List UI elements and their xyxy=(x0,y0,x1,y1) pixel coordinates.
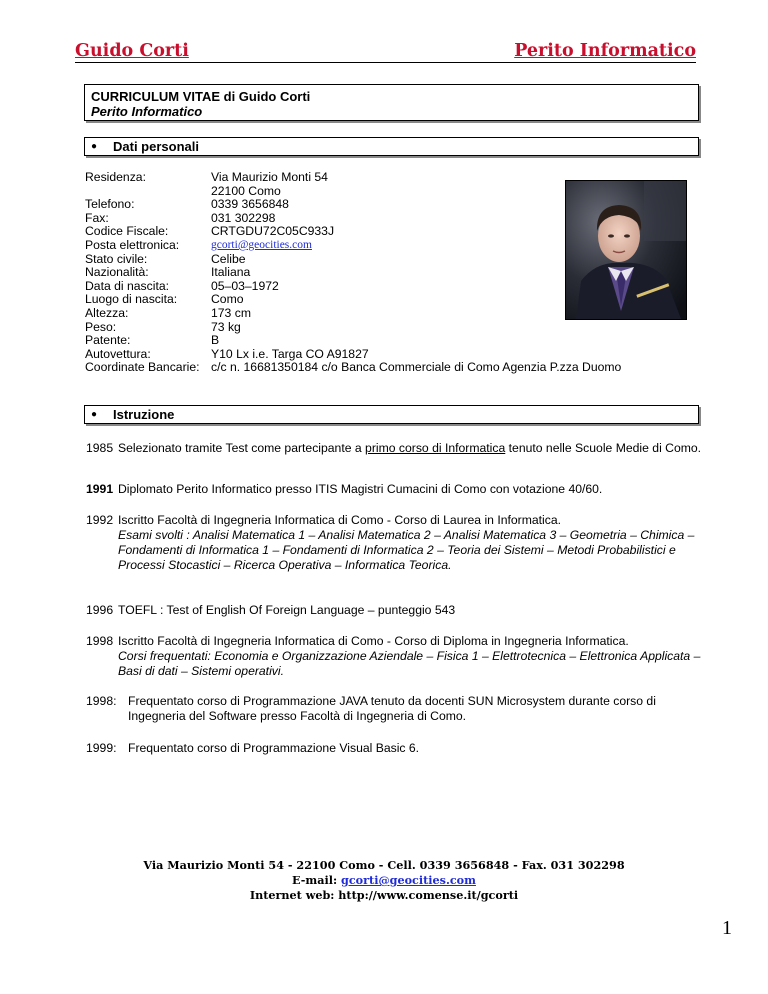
footer-email xyxy=(0,873,768,888)
field-value: 031 302298 xyxy=(211,210,276,225)
field-value: Y10 Lx i.e. Targa CO A91827 xyxy=(211,346,369,361)
entry-year: 1998: xyxy=(86,694,117,708)
field-label: Posta elettronica: xyxy=(85,237,180,252)
entry-text-part: tenuto nelle Scuole Medie di Como. xyxy=(505,441,702,455)
email-link[interactable]: gcorti@geocities.com xyxy=(211,238,312,251)
entry-text-part: Selezionato tramite Test come partecipante a xyxy=(118,441,366,455)
cv-title: CURRICULUM VITAE di Guido Corti xyxy=(91,89,311,104)
cv-subtitle: Perito Informatico xyxy=(91,104,203,119)
entry-text: Frequentato corso di Programmazione JAVA tenuto da docenti SUN Microsystem durante corso di Ingegneria del Software presso Facoltà di Ingegneria di Como. xyxy=(128,694,656,723)
field-value: CRTGDU72C05C933J xyxy=(211,224,335,239)
header-name: Guido Corti xyxy=(75,41,189,61)
entry-text xyxy=(118,634,706,679)
field-label: Peso: xyxy=(85,319,117,334)
field-label: Patente: xyxy=(85,333,131,348)
entry-text xyxy=(118,513,706,573)
field-label: Luogo di nascita: xyxy=(85,292,178,307)
footer-web: Internet web: http://www.comense.it/gcorti xyxy=(249,888,519,902)
field-value: 05–03–1972 xyxy=(211,278,279,293)
entry-year: 1991 xyxy=(86,482,114,496)
course-link[interactable]: primo corso di Informatica xyxy=(365,441,506,455)
entry-detail: Corsi frequentati: Economia e Organizzazione Aziendale – Fisica 1 – Elettrotecnica – Elettronica Applicata – Basi di dati – Sistemi operativi. xyxy=(118,649,701,678)
bullet-icon: ● xyxy=(91,141,98,152)
field-value: Celibe xyxy=(211,251,246,266)
section-header-education xyxy=(84,405,699,424)
field-label: Autovettura: xyxy=(85,346,151,361)
field-value: 73 kg xyxy=(211,319,241,334)
footer-email-link[interactable]: gcorti@geocities.com xyxy=(341,873,476,887)
field-label: Fax: xyxy=(85,210,109,225)
entry-year: 1985 xyxy=(86,441,114,455)
field-label: Data di nascita: xyxy=(85,278,170,293)
header-title: Perito Informatico xyxy=(514,41,696,61)
entry-text: Diplomato Perito Informatico presso ITIS Magistri Cumacini di Como con votazione 40/60. xyxy=(118,482,603,496)
section-header-personal xyxy=(84,137,699,156)
field-value: Italiana xyxy=(211,265,251,280)
entry-text xyxy=(118,441,706,456)
entry-year: 1999: xyxy=(86,741,117,755)
profile-photo xyxy=(565,180,687,320)
section-title: Istruzione xyxy=(113,407,175,422)
portrait-image xyxy=(566,181,686,319)
field-value: Via Maurizio Monti 54 xyxy=(211,170,328,184)
field-value: Como xyxy=(211,292,244,307)
footer-address: Via Maurizio Monti 54 - 22100 Como - Cell. 0339 3656848 - Fax. 031 302298 xyxy=(143,858,625,872)
field-value: c/c n. 16681350184 c/o Banca Commerciale di Como Agenzia P.zza Duomo xyxy=(211,360,622,375)
entry-year: 1992 xyxy=(86,513,114,527)
entry-year: 1996 xyxy=(86,603,114,617)
field-label: Residenza: xyxy=(85,170,146,184)
field-value: 173 cm xyxy=(211,305,251,320)
footer-email-label: E-mail: xyxy=(292,873,342,887)
field-label: Stato civile: xyxy=(85,251,148,266)
entry-year: 1998 xyxy=(86,634,114,648)
entry-main: Iscritto Facoltà di Ingegneria Informatica di Como - Corso di Diploma in Ingegneria Informatica. xyxy=(118,634,629,648)
field-label: Coordinate Bancarie: xyxy=(85,360,200,375)
entry-text: Frequentato corso di Programmazione Visual Basic 6. xyxy=(128,741,420,755)
cv-title-box xyxy=(84,84,699,121)
header-rule xyxy=(75,62,696,63)
field-label: Telefono: xyxy=(85,197,135,212)
entry-detail: Esami svolti : Analisi Matematica 1 – Analisi Matematica 2 – Analisi Matematica 3 – Geometria – Chimica – Fondamenti di Informatica 1 – Fondamenti di Informatica 2 – Teoria dei Sistemi – Metodi Probabilistici e Processi Stocastici – Ricerca Operativa – Informatica Teorica. xyxy=(118,528,695,572)
field-value: 0339 3656848 xyxy=(211,197,289,212)
entry-main: Iscritto Facoltà di Ingegneria Informatica di Como - Corso di Laurea in Informatica. xyxy=(118,513,562,527)
page-number: 1 xyxy=(722,917,732,939)
entry-text: TOEFL : Test of English Of Foreign Language – punteggio 543 xyxy=(118,603,456,617)
section-title: Dati personali xyxy=(113,139,199,154)
field-value: B xyxy=(211,333,220,348)
field-label: Nazionalità: xyxy=(85,265,149,280)
field-value: 22100 Como xyxy=(211,183,281,198)
field-label: Altezza: xyxy=(85,305,129,320)
field-label: Codice Fiscale: xyxy=(85,224,169,239)
bullet-icon: ● xyxy=(91,409,98,420)
